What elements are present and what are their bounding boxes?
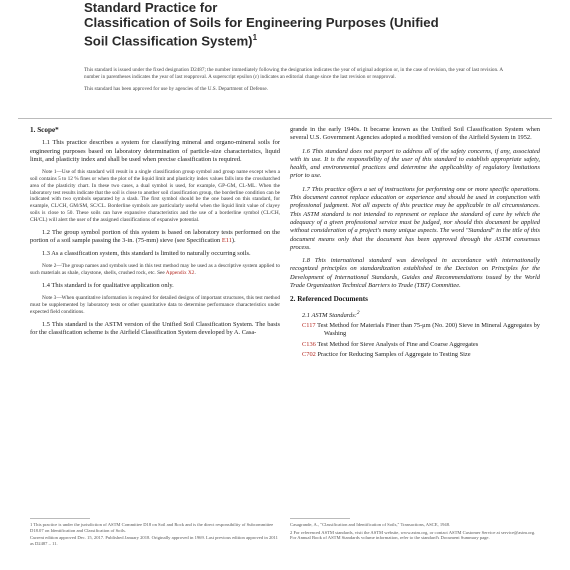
note-3: Note 3—When quantitative information is required for detailed designs of important structures, this test method must be supplemented by laboratory tests or other quantitative data to determine performance characteristics under expected field conditions. [30, 295, 280, 315]
note-2 [30, 263, 280, 277]
note-2-text: Note 2—The group names and symbols used in this test method may be used as a descriptive system applied to such materials as shale, claystone, shells, crushed rock, etc. See [30, 263, 280, 277]
footnote-2: 2 For referenced ASTM standards, visit the ASTM website, www.astm.org, or contact ASTM Customer Service at service@astm.org. For Annual Book of ASTM Standards volume information, refer to the standard's Document Summary page. [290, 529, 536, 541]
note-2-end: . [194, 270, 196, 277]
ref-title: Practice for Reducing Samples of Aggregate to Testing Size [317, 350, 471, 358]
astm-standards-mark: 2 [356, 309, 360, 316]
ref-title: Test Method for Materials Finer than 75-μm (No. 200) Sieve in Mineral Aggregates by Washing [317, 322, 540, 338]
footnotes-left [30, 522, 280, 548]
left-column [30, 126, 280, 342]
para-1-2 [30, 229, 280, 246]
title-line-3 [84, 30, 554, 48]
ref-item-c702[interactable] [290, 351, 540, 359]
ref-item-c117[interactable] [290, 322, 540, 339]
para-1-5-continued: grande in the early 1940s. It became known as the Unified Soil Classification System when several U.S. Government Agencies adopted a modified version of the Airfield System in 1952. [290, 126, 540, 142]
scope-heading: 1. Scope* [30, 126, 59, 134]
para-1-4: 1.4 This standard is for qualitative application only. [42, 282, 174, 290]
spec-e11-link[interactable]: E11 [221, 236, 232, 244]
para-1-1: 1.1 This practice describes a system for classifying mineral and organo-mineral soils for engineering purposes based on laboratory determination of particle-size characteristics, liquid limit, and plasticity index and shall be used when precise classification is required. [30, 139, 280, 163]
designation-note: This standard is issued under the fixed designation D2487; the number immediately following the designation indicates the year of original adoption or, in the case of revision, the year of last revision. A number in parentheses indicates the year of last reapproval. A superscript epsilon (ε) indicates an editorial change since the last revision or reapproval. [84, 67, 503, 80]
para-1-5: 1.5 This standard is the ASTM version of the Unified Soil Classification System. The basis for the classification scheme is the Airfield Classification System developed by A. Casa- [30, 320, 280, 337]
footnote-divider-left [30, 518, 90, 519]
para-1-6: 1.6 This standard does not purport to address all of the safety concerns, if any, associated with its use. It is the responsibility of the user of this standard to establish appropriate safety, health, and environmental practices and determine the applicability of regulatory limitations prior to use. [290, 147, 540, 180]
astm-standards-text: 2.1 ASTM Standards: [302, 311, 357, 319]
footnote-divider-right [290, 518, 350, 519]
ref-code[interactable]: C117 [302, 322, 316, 330]
astm-standards-subheading [290, 309, 540, 320]
ref-item-c136[interactable] [290, 341, 540, 349]
para-1-3: 1.3 As a classification system, this standard is limited to naturally occurring soils. [42, 250, 251, 258]
title-line-1: Standard Practice for [84, 0, 218, 15]
para-1-2-text: 1.2 The group symbol portion of this system is based on laboratory tests performed on the portion of a soil sample passing the 3-in. (75-mm) sieve (see Specification [30, 228, 280, 244]
document-header [84, 0, 554, 48]
header-notes [84, 67, 504, 99]
title-footnote-mark: 1 [252, 33, 258, 42]
dod-approval-note: This standard has been approved for use by agencies of the U.S. Department of Defense. [84, 86, 268, 93]
footnote-1: 1 This practice is under the jurisdiction of ASTM Committee D18 on Soil and Rock and is the direct responsibility of Subcommittee D18.07 on Identification and Classification of Soils. [30, 522, 274, 533]
appendix-x2-link[interactable]: Appendix X2 [165, 270, 195, 277]
footnotes-right [290, 522, 540, 543]
note-1: Note 1—Use of this standard will result in a single classification group symbol and group name except when a soil contains 5 to 12 % fines or when the plot of the liquid limit and plasticity index values falls into the crosshatched area of the plasticity chart. In these two cases, a dual symbol is used, for example, GP-GM, CL-ML. When the laboratory test results indicate that the soil is close to another soil classification group, the borderline condition can be indicated with two symbols separated by a slash. The first symbol should be the one based on this standard, for example, CL/CH, GM/SM, SC/CL. Borderline symbols are particularly useful when the liquid limit value of clayey soils is close to 50. These soils can have expansive characteristics and the use of a borderline symbol (CL/CH, CH/CL) will alert the user of the assigned classifications of expansive potential. [30, 169, 280, 223]
title-line-2: Classification of Soils for Engineering Purposes (Unified [84, 15, 439, 30]
ref-title: Test Method for Sieve Analysis of Fine and Coarse Aggregates [317, 340, 479, 348]
referenced-documents-heading: 2. Referenced Documents [290, 295, 368, 304]
header-divider [18, 118, 552, 119]
ref-code[interactable]: C702 [302, 350, 316, 358]
para-1-7: 1.7 This practice offers a set of instructions for performing one or more specific operations. This document cannot replace education or experience and should be used in conjunction with professional judgment. Not all aspects of this practice may be applicable in all circumstances. This ASTM standard is not intended to represent or replace the standard of care by which the adequacy of a given professional service must be judged, nor should this document be applied without consideration of a project's many unique aspects. The word "Standard" in the title of this document means only that the document has been approved through the ASTM consensus process. [290, 185, 540, 251]
para-1-8: 1.8 This international standard was developed in accordance with internationally recognized principles on standardization established in the Decision on Principles for the Development of International Standards, Guides and Recommendations issued by the World Trade Organization Technical Barriers to Trade (TBT) Committee. [290, 257, 540, 290]
footnote-casagrande: Casagrande, A., "Classification and Identification of Soils," Transactions, ASCE, 1948. [290, 522, 451, 527]
ref-code[interactable]: C136 [302, 340, 316, 348]
right-column [290, 126, 540, 361]
para-1-2-end: ). [231, 236, 236, 244]
footnote-edition: Current edition approved Dec. 15, 2017. Published January 2018. Originally approved in 1969. Last previous edition approved in 2011 as D2487 – 11. [30, 535, 278, 546]
title-line-3-text: Soil Classification System) [84, 33, 253, 49]
